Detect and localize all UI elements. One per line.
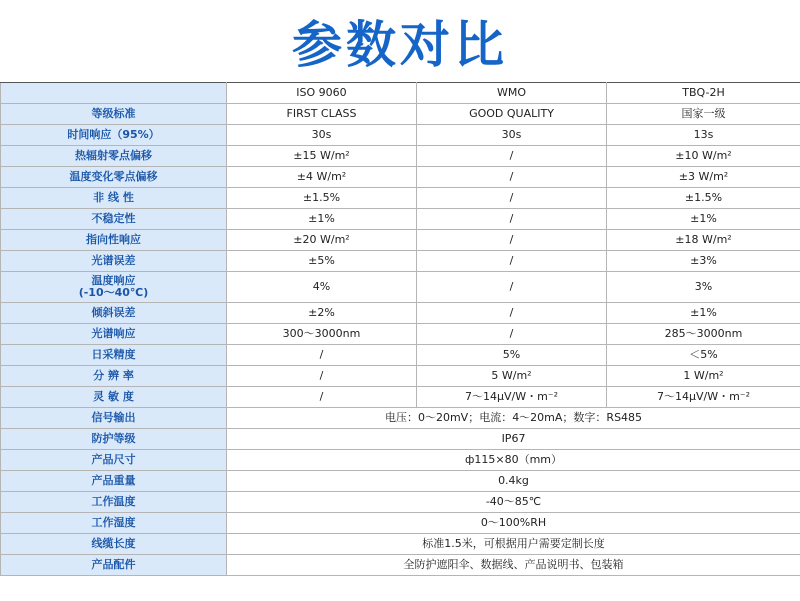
table-cell: /	[417, 324, 607, 345]
table-cell: ＜5%	[607, 345, 800, 366]
table-row	[1, 188, 800, 209]
table-cell: 7～14μV/W・m⁻²	[607, 387, 800, 408]
row-label: 日采精度	[1, 345, 227, 366]
row-label: 温度响应 (-10～40℃)	[1, 272, 227, 303]
table-cell: ±4 W/m²	[227, 167, 417, 188]
table-cell: ±1%	[607, 303, 800, 324]
column-header: ISO 9060	[227, 83, 417, 104]
table-row	[1, 429, 800, 450]
table-row	[1, 387, 800, 408]
row-label: 等级标准	[1, 104, 227, 125]
row-label: 光谱误差	[1, 251, 227, 272]
table-cell: ±20 W/m²	[227, 230, 417, 251]
table-cell: GOOD QUALITY	[417, 104, 607, 125]
table-row	[1, 272, 800, 303]
table-cell: ±1.5%	[227, 188, 417, 209]
table-cell: 285～3000nm	[607, 324, 800, 345]
table-row	[1, 251, 800, 272]
row-label: 工作温度	[1, 492, 227, 513]
table-row	[1, 125, 800, 146]
row-label: 温度变化零点偏移	[1, 167, 227, 188]
merged-cell: 标准1.5米，可根据用户需要定制长度	[227, 534, 800, 555]
merged-cell: ф115×80（mm）	[227, 450, 800, 471]
table-row	[1, 555, 800, 576]
column-header: WMO	[417, 83, 607, 104]
table-row	[1, 408, 800, 429]
table-cell: /	[417, 146, 607, 167]
table-cell: 30s	[417, 125, 607, 146]
column-header: TBQ-2H	[607, 83, 800, 104]
table-cell: /	[417, 272, 607, 303]
table-cell: ±1%	[607, 209, 800, 230]
row-label: 指向性响应	[1, 230, 227, 251]
table-row	[1, 303, 800, 324]
table-row	[1, 345, 800, 366]
page-title: 参数对比	[292, 16, 508, 74]
merged-cell: IP67	[227, 429, 800, 450]
table-row	[1, 209, 800, 230]
table-cell: /	[417, 230, 607, 251]
table-row	[1, 534, 800, 555]
merged-cell: 电压：0～20mV；电流：4～20mA；数字：RS485	[227, 408, 800, 429]
table-cell: /	[417, 251, 607, 272]
row-label: 信号输出	[1, 408, 227, 429]
row-label: 灵 敏 度	[1, 387, 227, 408]
table-cell: ±15 W/m²	[227, 146, 417, 167]
row-label: 不稳定性	[1, 209, 227, 230]
table-row	[1, 167, 800, 188]
table-row	[1, 146, 800, 167]
table-header-row	[1, 83, 800, 104]
table-row	[1, 230, 800, 251]
table-row	[1, 450, 800, 471]
table-cell: 1 W/m²	[607, 366, 800, 387]
row-label: 线缆长度	[1, 534, 227, 555]
table-cell: /	[417, 188, 607, 209]
merged-cell: 0～100%RH	[227, 513, 800, 534]
row-label: 产品配件	[1, 555, 227, 576]
table-cell: 7～14μV/W・m⁻²	[417, 387, 607, 408]
table-cell: ±3 W/m²	[607, 167, 800, 188]
table-cell: FIRST CLASS	[227, 104, 417, 125]
row-label: 非 线 性	[1, 188, 227, 209]
table-cell: 3%	[607, 272, 800, 303]
table-cell: 300～3000nm	[227, 324, 417, 345]
table-row	[1, 492, 800, 513]
row-label: 产品重量	[1, 471, 227, 492]
table-cell: /	[417, 209, 607, 230]
table-row	[1, 366, 800, 387]
table-cell: ±18 W/m²	[607, 230, 800, 251]
merged-cell: 0.4kg	[227, 471, 800, 492]
table-cell: 4%	[227, 272, 417, 303]
table-cell: 国家一级	[607, 104, 800, 125]
row-label: 产品尺寸	[1, 450, 227, 471]
row-label: 防护等级	[1, 429, 227, 450]
row-label: 倾斜误差	[1, 303, 227, 324]
table-cell: /	[417, 167, 607, 188]
table-row	[1, 104, 800, 125]
row-label: 工作湿度	[1, 513, 227, 534]
table-cell: /	[417, 303, 607, 324]
table-cell: ±2%	[227, 303, 417, 324]
table-cell: ±10 W/m²	[607, 146, 800, 167]
row-label: 热辐射零点偏移	[1, 146, 227, 167]
table-row	[1, 324, 800, 345]
merged-cell: 全防护遮阳伞、数据线、产品说明书、包装箱	[227, 555, 800, 576]
table-cell: /	[227, 366, 417, 387]
table-cell: ±5%	[227, 251, 417, 272]
table-cell: /	[227, 387, 417, 408]
merged-cell: -40～85℃	[227, 492, 800, 513]
table-cell: 13s	[607, 125, 800, 146]
row-label: 光谱响应	[1, 324, 227, 345]
table-row	[1, 471, 800, 492]
table-cell: 5%	[417, 345, 607, 366]
header-corner	[1, 83, 227, 104]
row-label: 时间响应（95%）	[1, 125, 227, 146]
table-cell: 5 W/m²	[417, 366, 607, 387]
table-cell: ±3%	[607, 251, 800, 272]
row-label: 分 辨 率	[1, 366, 227, 387]
table-cell: 30s	[227, 125, 417, 146]
table-row	[1, 513, 800, 534]
table-cell: ±1%	[227, 209, 417, 230]
table-cell: ±1.5%	[607, 188, 800, 209]
spec-comparison-table	[0, 82, 800, 576]
table-cell: /	[227, 345, 417, 366]
